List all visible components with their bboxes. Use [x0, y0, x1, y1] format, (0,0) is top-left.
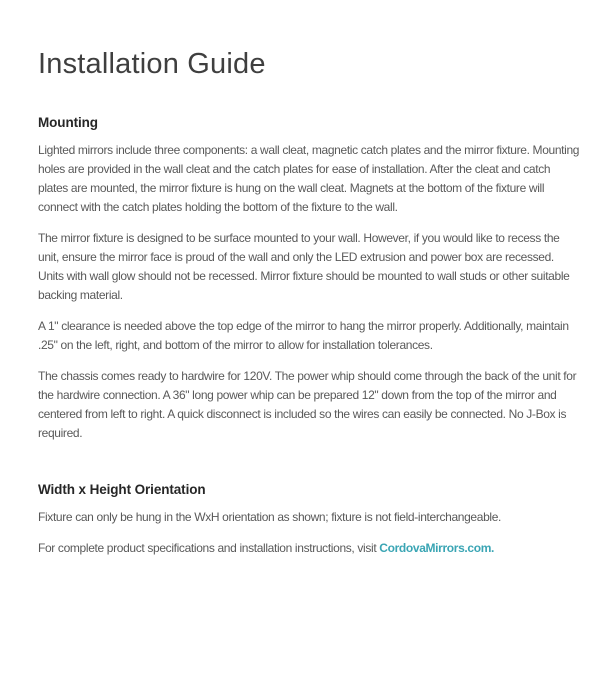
- cordova-mirrors-link[interactable]: CordovaMirrors.com: [379, 541, 492, 555]
- orientation-paragraph: Fixture can only be hung in the WxH orientation as shown; fixture is not field-interchangeable.: [38, 510, 502, 524]
- mounting-paragraph-components: Lighted mirrors include three components: a wall cleat, magnetic catch plates and the mirror fixture. Mounting holes are provided in the wall cleat and the catch plates for ease of installation. After the cleat and catch plates are mounted, the mirror fixture is hung on the wall cleat. Magnets at the bottom of the fixture will connect with the catch plates holding the bottom of the fixture to the wall.: [38, 143, 580, 214]
- orientation-heading: Width x Height Orientation: [38, 482, 206, 497]
- mounting-paragraph-hardwire: The chassis comes ready to hardwire for 120V. The power whip should come through the back of the unit for the hardwire connection. A 36" long power whip can be prepared 12" down from the top of the mirror and centered from left to right. A quick disconnect is included so the wires can easily be connected. No J-Box is required.: [38, 369, 577, 440]
- mounting-heading: Mounting: [38, 115, 98, 130]
- mounting-paragraph-surface-mount: The mirror fixture is designed to be surface mounted to your wall. However, if you would like to recess the unit, ensure the mirror face is proud of the wall and only the LED extrusion and power box are recessed. Units with wall glow should not be recessed. Mirror fixture should be mounted to wall studs or other suitable backing material.: [38, 231, 570, 302]
- section-mounting: [38, 114, 580, 443]
- closing-period: .: [491, 541, 495, 555]
- closing-text: For complete product specifications and installation instructions, visit: [38, 541, 380, 555]
- mounting-paragraph-clearance: A 1" clearance is needed above the top edge of the mirror to hang the mirror properly. Additionally, maintain .25" on the left, right, and bottom of the mirror to allow for installation tolerances.: [38, 319, 569, 352]
- page-title: Installation Guide: [38, 48, 266, 80]
- section-orientation: [38, 481, 580, 558]
- closing-paragraph: [38, 539, 580, 558]
